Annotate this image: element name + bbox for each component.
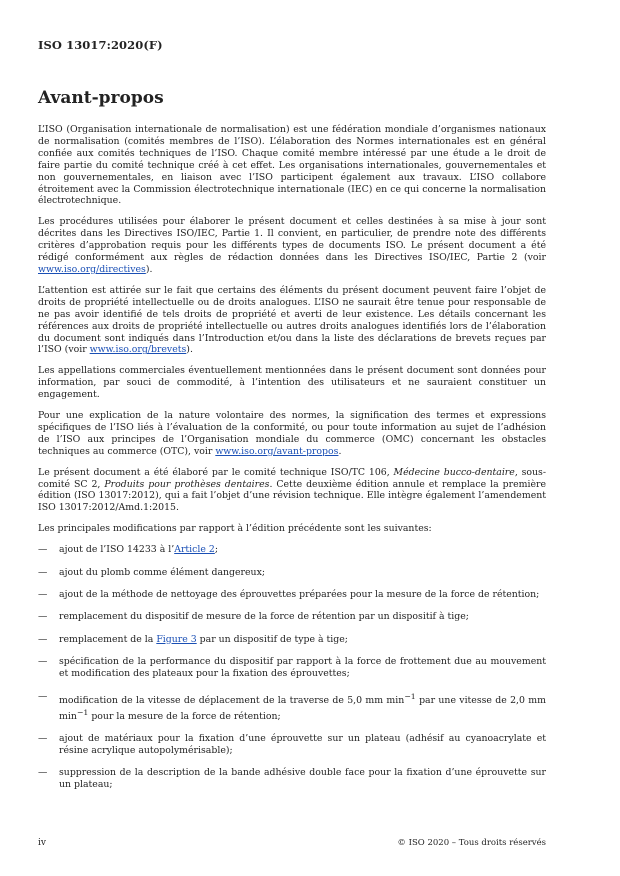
patents-link[interactable]: www.iso.org/brevets (89, 344, 187, 356)
document-id: ISO 13017:2020(F) (38, 38, 163, 52)
paragraph-text: ). (145, 263, 153, 275)
subcommittee-name: Produits pour prothèses dentaires (104, 478, 270, 490)
committee-name: Médecine bucco-dentaire (393, 466, 515, 478)
list-item-text: par un dispositif de type à tige; (196, 633, 348, 645)
list-item-text: spécification de la performance du dispositif par rapport à la force de frottement due au mouvement et modification des plateaux pour la fixation des éprouvettes; (59, 656, 546, 680)
copyright-notice: © ISO 2020 – Tous droits réservés (397, 838, 546, 848)
dash-bullet: — (38, 733, 48, 745)
paragraph-voluntary-nature (38, 410, 546, 458)
dash-bullet: — (38, 589, 48, 600)
dash-bullet: — (38, 611, 48, 623)
paragraph-text: ). (186, 344, 193, 356)
paragraph-procedures (38, 216, 546, 276)
document-body (38, 124, 546, 802)
directives-link[interactable]: www.iso.org/directives (38, 263, 146, 275)
paragraph-text: Pour une explication de la nature volontaire des normes, la signification des termes et expressions spécifiques de l’ISO liés à l’évaluation de la conformité, ou pour toute information au sujet de l’adhésion de l’ISO aux principes de l’Organisation mondiale du commerce (OMC) concernant les obstacles techniques au commerce (OTC), voir (38, 410, 546, 457)
paragraph-trade-names: Les appellations commerciales éventuellement mentionnées dans le présent document sont données pour information, par souci de commodité, à l’intention des utilisateurs et ne sauraient constituer un engagement. (38, 365, 546, 401)
list-item-text: par une vitesse de 2,0 mm min (59, 694, 546, 722)
paragraph-changes-intro: Les principales modifications par rapport à l’édition précédente sont les suivantes: (38, 523, 432, 535)
list-item-text: remplacement du dispositif de mesure de la force de rétention par un dispositif à tige; (59, 611, 469, 623)
dash-bullet: — (38, 633, 48, 645)
list-item-text: ajout de l’ISO 14233 à l’ (59, 544, 175, 556)
list-item (38, 656, 546, 680)
list-item (38, 567, 546, 579)
dash-bullet: — (38, 690, 48, 702)
list-item (38, 544, 546, 556)
page-number: iv (38, 838, 46, 848)
dash-bullet: — (38, 544, 48, 556)
paragraph-text: . (338, 445, 342, 457)
list-item (38, 634, 546, 646)
paragraph-text: . Cette deuxième édition annule et remplace la première édition (ISO 13017:2012), qui a fait l’objet d’une révision technique. Elle intègre également l’amendement ISO 13017:2012/Amd.1:2015. (38, 478, 546, 514)
paragraph-text: Le présent document a été élaboré par le comité technique ISO/TC 106, (38, 466, 394, 478)
list-item (38, 767, 546, 791)
dash-bullet: — (38, 767, 48, 779)
paragraph-text: L’attention est attirée sur le fait que certains des éléments du présent document peuvent faire l’objet de droits de propriété intellectuelle ou de droits analogues. L’ISO ne saurait être tenue pour responsable de ne pas avoir identifié de tels droits de propriété et averti de leur existence. Les détails concernant les références aux droits de propriété intellectuelle ou autres droits analogues identifiés lors de l’élaboration du document sont indiqués dans l’Introduction et/ou dans la liste des déclarations de brevets reçues par l’ISO (voir (38, 284, 546, 356)
foreword-link[interactable]: www.iso.org/avant-propos (215, 445, 339, 457)
dash-bullet: — (38, 566, 48, 578)
list-item (38, 589, 546, 601)
figure-3-link[interactable]: Figure 3 (156, 633, 197, 645)
paragraph-text: , sous-comité SC 2, (38, 466, 546, 490)
list-item-text: ajout du plomb comme élément dangereux; (59, 566, 265, 578)
list-item-text: ; (214, 544, 218, 556)
dash-bullet: — (38, 656, 48, 668)
list-item-text: remplacement de la (59, 633, 157, 645)
paragraph-committee (38, 467, 546, 515)
list-item-text: pour la mesure de la force de rétention; (88, 710, 281, 722)
page-title: Avant-propos (38, 88, 164, 108)
exponent: −1 (76, 707, 89, 717)
list-item (38, 733, 546, 757)
list-item (38, 611, 546, 623)
paragraph-iso-intro: L’ISO (Organisation internationale de normalisation) est une fédération mondiale d’organismes nationaux de normalisation (comités membres de l’ISO). L’élaboration des Normes internationales est en général confiée aux comités techniques de l’ISO. Chaque comité membre intéressé par une étude a le droit de faire partie du comité technique créé à cet effet. Les organisations internationales, gouvernementales et non gouvernementales, en liaison avec l’ISO participent également aux travaux. L’ISO collabore étroitement avec la Commission électrotechnique internationale (IEC) en ce qui concerne la normalisation électrotechnique. (38, 124, 546, 207)
list-item-text: ajout de matériaux pour la fixation d’une éprouvette sur un plateau (adhésif au cyanoacrylate et résine acrylique autopolymérisable); (59, 733, 546, 756)
list-item-text: suppression de la description de la bande adhésive double face pour la fixation d’une éprouvette sur un plateau; (59, 767, 546, 791)
list-item (38, 691, 546, 723)
paragraph-patents (38, 285, 546, 356)
list-item-text: modification de la vitesse de déplacement de la traverse de 5,0 mm min (59, 694, 405, 706)
article-2-link[interactable]: Article 2 (174, 544, 215, 556)
changes-list (38, 544, 546, 791)
exponent: −1 (404, 691, 416, 701)
list-item-text: ajout de la méthode de nettoyage des éprouvettes préparées pour la mesure de la force de rétention; (59, 589, 540, 600)
paragraph-text: Les procédures utilisées pour élaborer le présent document et celles destinées à sa mise à jour sont décrites dans les Directives ISO/IEC, Partie 1. Il convient, en particulier, de prendre note des différents critères d’approbation requis pour les différents types de documents ISO. Le présent document a été rédigé conformément aux règles de rédaction données dans les Directives ISO/IEC, Partie 2 (voir (38, 216, 546, 264)
